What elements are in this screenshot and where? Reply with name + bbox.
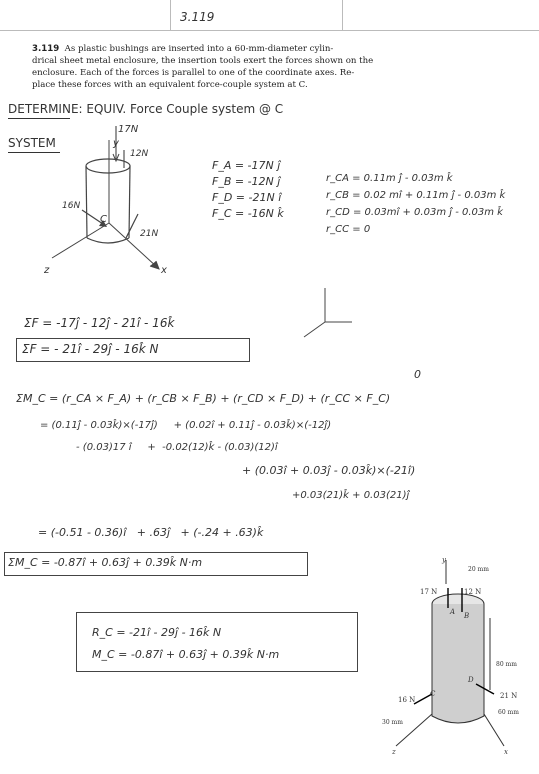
vector-rcd: r_CD = 0.03mî + 0.03m ĵ - 0.03m k̂ — [326, 207, 503, 218]
sketch-cylinder-bottom — [87, 238, 129, 243]
figure-label-30mm: 30 mm — [382, 719, 403, 726]
sketch-label-16n: 16N — [62, 201, 81, 211]
figure-label-z: z — [392, 748, 396, 756]
sketch-label-y: y — [113, 138, 119, 149]
figure-label-a: A — [450, 608, 456, 616]
axis-sketch-k — [304, 322, 325, 337]
sketch-force-21-arrow — [126, 214, 138, 238]
vector-rca: r_CA = 0.11m ĵ - 0.03m k̂ — [326, 173, 453, 184]
header-divider-left — [170, 0, 171, 30]
sketch-z-axis — [52, 223, 109, 258]
figure-label-b: B — [464, 612, 470, 620]
header-rule-bottom — [0, 30, 539, 31]
moment-line-5: = (-0.51 - 0.36)î + .63ĵ + (-.24 + .63)k̂ — [38, 526, 264, 539]
figure-label-17n: 17 N — [420, 588, 438, 596]
force-fd: F_D = -21N î — [212, 191, 282, 204]
sum-forces-line: ΣF = -17ĵ - 12ĵ - 21î - 16k̂ — [24, 316, 175, 330]
sum-forces-result: ΣF = - 21î - 29ĵ - 16k̂ N — [22, 342, 159, 356]
figure-label-x: x — [504, 748, 508, 756]
sketch-cylinder-left — [86, 166, 87, 238]
system-sketch — [30, 118, 200, 278]
final-answer-mc: M_C = -0.87î + 0.63ĵ + 0.39k̂ N·m — [92, 648, 280, 661]
vector-rcb: r_CB = 0.02 mî + 0.11m ĵ - 0.03m k̂ — [326, 190, 506, 201]
moment-line-1: = (0.11ĵ - 0.03k̂)×(-17ĵ) + (0.02î + 0.11ĵ - 0.03k̂)×(-12ĵ) — [40, 420, 332, 431]
figure-cylinder-body — [432, 604, 484, 723]
sketch-label-z: z — [44, 265, 50, 276]
position-vector-list — [326, 170, 505, 238]
final-answer-rc: R_C = -21î - 29ĵ - 16k̂ N — [92, 626, 222, 639]
header-divider-right — [342, 0, 343, 30]
figure-label-y: y — [442, 556, 446, 564]
figure-label-80mm: 80 mm — [496, 661, 517, 668]
problem-statement — [32, 43, 502, 91]
figure-label-20mm: 20 mm — [468, 566, 489, 573]
problem-line-1: As plastic bushings are inserted into a 60-mm-diameter cylin- — [64, 44, 334, 54]
sketch-cylinder-top — [86, 159, 130, 173]
vector-rcc: r_CC = 0 — [326, 224, 371, 235]
moment-result: ΣM_C = -0.87î + 0.63ĵ + 0.39k̂ N·m — [8, 556, 203, 569]
force-fa: F_A = -17N ĵ — [212, 159, 281, 172]
figure-label-c: C — [430, 690, 436, 698]
problem-number: 3.119 — [32, 44, 60, 54]
problem-line-2: drical sheet metal enclosure, the insertion tools exert the forces shown on the — [32, 56, 374, 66]
figure-label-21n: 21 N — [500, 692, 518, 700]
moment-equation: ΣM_C = (r_CA × F_A) + (r_CB × F_B) + (r_CD × F_D) + (r_CC × F_C) — [16, 392, 391, 405]
axis-sketch — [290, 282, 360, 342]
sketch-label-c: C — [100, 214, 107, 225]
sketch-label-17n: 17N — [118, 124, 139, 135]
moment-line-2: - (0.03)17 î + -0.02(12)k̂ - (0.03)(12)î — [76, 442, 278, 453]
moment-zero-note: 0 — [414, 368, 421, 381]
sketch-cylinder-right — [129, 166, 130, 238]
sketch-label-x: x — [161, 265, 167, 276]
figure-label-16n: 16 N — [398, 696, 416, 704]
figure-label-60mm: 60 mm — [498, 709, 519, 716]
force-fc: F_C = -16N k̂ — [212, 207, 284, 220]
figure-label-12n: 12 N — [464, 588, 482, 596]
determine-heading: DETERMINE: EQUIV. Force Couple system @ C — [8, 102, 284, 116]
final-answer-box — [76, 612, 358, 672]
sketch-label-21n: 21N — [140, 229, 159, 239]
moment-line-4: +0.03(21)k̂ + 0.03(21)ĵ — [292, 490, 410, 501]
force-fb: F_B = -12N ĵ — [212, 175, 281, 188]
problem-line-3: enclosure. Each of the forces is parallel to one of the coordinate axes. Re- — [32, 68, 355, 78]
figure-label-d: D — [468, 676, 474, 684]
system-heading: SYSTEM — [8, 136, 56, 150]
header-problem-number: 3.119 — [180, 10, 215, 24]
moment-line-3: + (0.03î + 0.03ĵ - 0.03k̂)×(-21î) — [242, 464, 416, 477]
force-list — [212, 158, 284, 222]
sketch-label-12n: 12N — [130, 149, 149, 159]
figure-x-axis — [484, 714, 504, 746]
problem-line-4: place these forces with an equivalent force-couple system at C. — [32, 80, 308, 90]
textbook-figure — [376, 554, 536, 764]
